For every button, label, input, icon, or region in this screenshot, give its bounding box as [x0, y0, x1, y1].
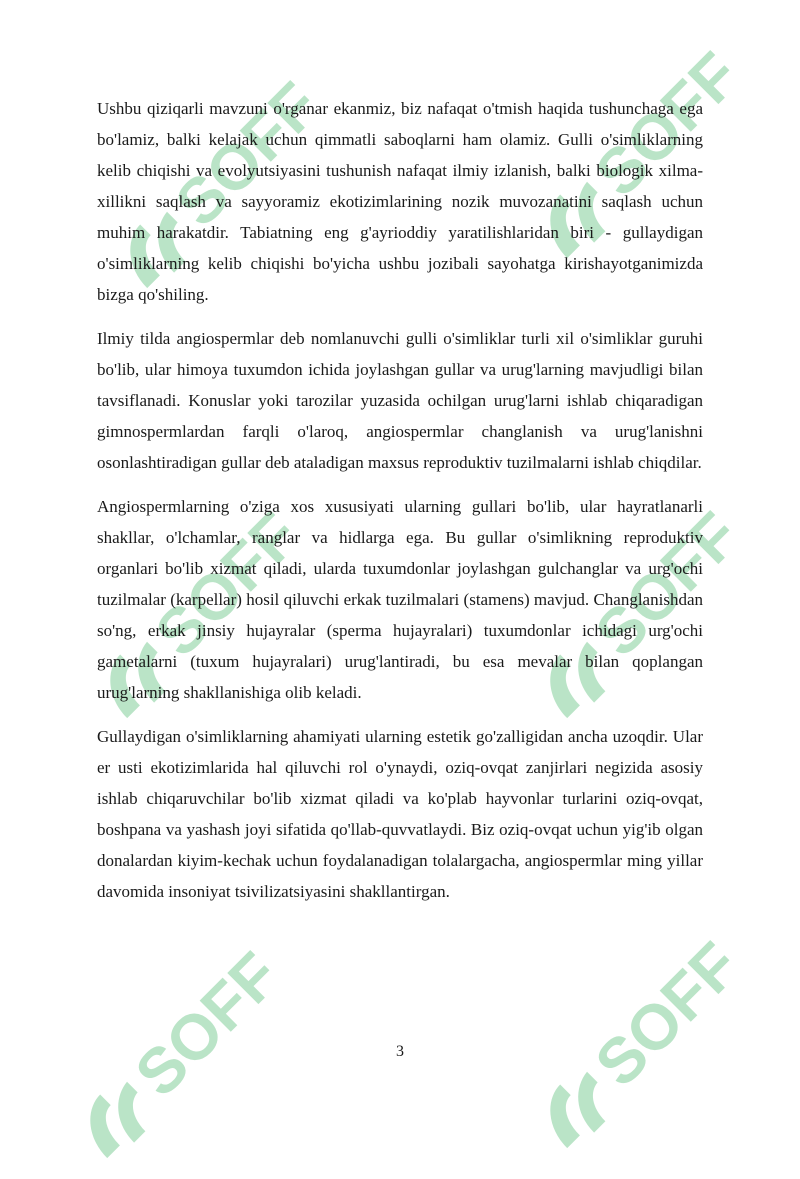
svg-text:SOFF: SOFF	[141, 498, 313, 671]
svg-text:SOFF: SOFF	[121, 938, 293, 1111]
svg-text:SOFF: SOFF	[581, 498, 753, 671]
watermark-logo-icon	[511, 901, 780, 1170]
page-number: 3	[396, 1043, 404, 1060]
svg-text:SOFF: SOFF	[581, 38, 753, 211]
paragraph: Ushbu qiziqarli mavzuni o'rganar ekanmiz, biz nafaqat o'tmish haqida tushunchaga ega bo'lamiz, balki kelajak uchun qimmatli saboqlarni ham olamiz. Gulli o'simliklarning kelib chiqishi va evolyutsiyasini tushunish nafaqat ilmiy izlanish, balki biologik xilma-xillikni saqlash va sayyoramiz ekotizimlarining nozik muvozanatini saqlash uchun muhim harakatdir. Tabiatning eng g'ayrioddiy yaratilishlaridan biri - gullaydigan o'simliklarning kelib chiqishi bo'yicha ushbu jozibali sayohatga kirishayotganimizda bizga qo'shiling.	[97, 99, 703, 304]
paragraph: Ilmiy tilda angiospermlar deb nomlanuvchi gulli o'simliklar turli xil o'simliklar guruhi bo'lib, ular himoya tuxumdon ichida joylashgan gullar va urug'larning mavjudligi bilan tavsiflanadi. Konuslar yoki tarozilar yuzasida ochilgan urug'larni ishlab chiqaradigan gimnospermlardan farqli o'laroq, angiospermlar changlanish va urug'lanishni osonlashtiradigan gullar deb ataladigan maxsus reproduktiv tuzilmalarni ishlab chiqdilar.	[97, 329, 703, 472]
paragraph: Gullaydigan o'simliklarning ahamiyati ularning estetik go'zalligidan ancha uzoqdir. Ular er usti ekotizimlarida hal qiluvchi rol o'ynaydi, oziq-ovqat zanjirlari negizida asosiy ishlab chiqaruvchilar bo'lib xizmat qiladi va ko'plab hayvonlar turlarini oziq-ovqat, boshpana va yashash joyi sifatida qo'llab-quvvatlaydi. Biz oziq-ovqat uchun yig'ib olgan donalardan kiyim-kechak uchun foydalanadigan tolalargacha, angiospermlar ming yillar davomida insoniyat tsivilizatsiyasini shakllantirgan.	[97, 727, 703, 901]
svg-text:SOFF: SOFF	[161, 68, 333, 241]
document-body	[97, 93, 703, 920]
paragraph: Angiospermlarning o'ziga xos xususiyati ularning gullari bo'lib, ular hayratlanarli shakllar, o'lchamlar, ranglar va hidlarga ega. Bu gullar o'simlikning reproduktiv organlari bo'lib xizmat qiladi, ularda tuxumdonlar joylashgan gulchanglar va urg'ochi tuzilmalar (karpellar) hosil qiluvchi erkak tuzilmalari (stamens) mavjud. Changlanishdan so'ng, erkak jinsiy hujayralar (sperma hujayralari) tuxumdonlar ichidagi urg'ochi gametalarni (tuxum hujayralari) urug'lantiradi, bu esa mevalar bilan qoplangan urug'larning shakllanishiga olib keladi.	[97, 497, 703, 702]
svg-text:SOFF: SOFF	[581, 928, 753, 1101]
